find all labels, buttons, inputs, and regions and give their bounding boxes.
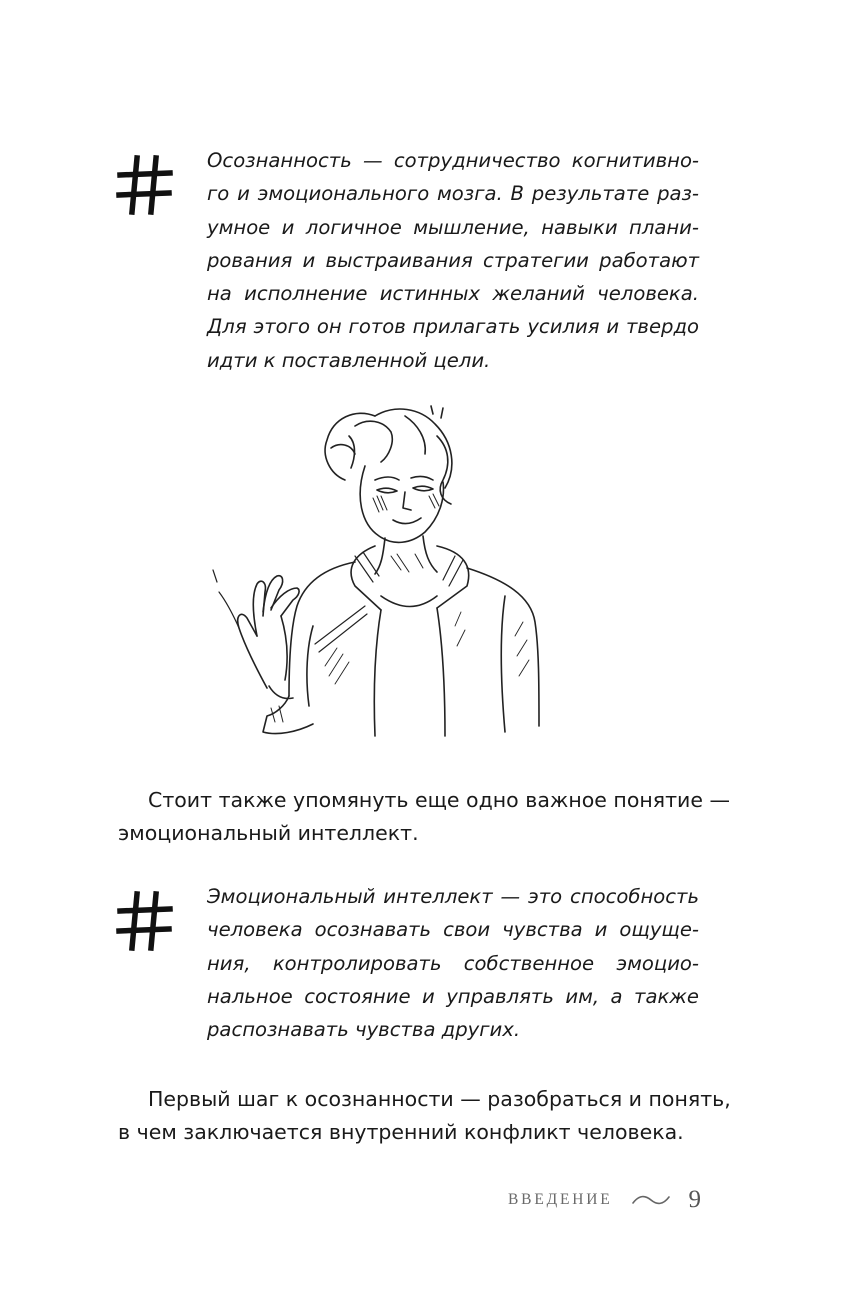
definition-line: ния, контролировать собственное эмоцио- [207,951,699,975]
definition-line: го и эмоционального мозга. В результате раз- [207,182,699,206]
paragraph-line: Стоит также упомянуть еще одно важное понятие — [148,788,730,812]
definition-line: Осознанность — сотрудничество когнитивно- [207,149,699,172]
definition-line: распознавать чувства других. [207,1018,521,1042]
paragraph-line: Первый шаг к осознанности — разобраться и понять, [148,1087,731,1111]
section-title: ВВЕДЕНИЕ [508,1191,613,1208]
definition-line: человека осознавать свои чувства и ощуще- [207,918,699,942]
paragraph-intro-ei [118,784,730,850]
definition-line: Эмоциональный интеллект — это способность [207,885,699,908]
paragraph-line: эмоциональный интеллект. [118,821,419,845]
hash-icon [116,890,174,952]
definition-line: Для этого он готов прилагать усилия и твердо [207,315,699,339]
definition-line: рования и выстраивания стратегии работают [207,248,699,272]
definition-line: на исполнение истинных желаний человека. [207,282,699,306]
hash-icon [116,154,174,216]
definition-line: идти к поставленной цели. [207,348,491,372]
definition-awareness [207,144,699,377]
woman-sketch-illustration [205,396,560,746]
definition-line: умное и логичное мышление, навыки плани- [207,215,699,239]
definition-emotional-intelligence [207,880,699,1046]
paragraph-line: в чем заключается внутренний конфликт человека. [118,1120,684,1144]
tilde-swash-icon [631,1192,671,1208]
page-number: 9 [688,1186,701,1213]
definition-line: нальное состояние и управлять им, а также [207,984,699,1008]
page-footer [486,1180,701,1220]
paragraph-first-step [118,1083,731,1149]
